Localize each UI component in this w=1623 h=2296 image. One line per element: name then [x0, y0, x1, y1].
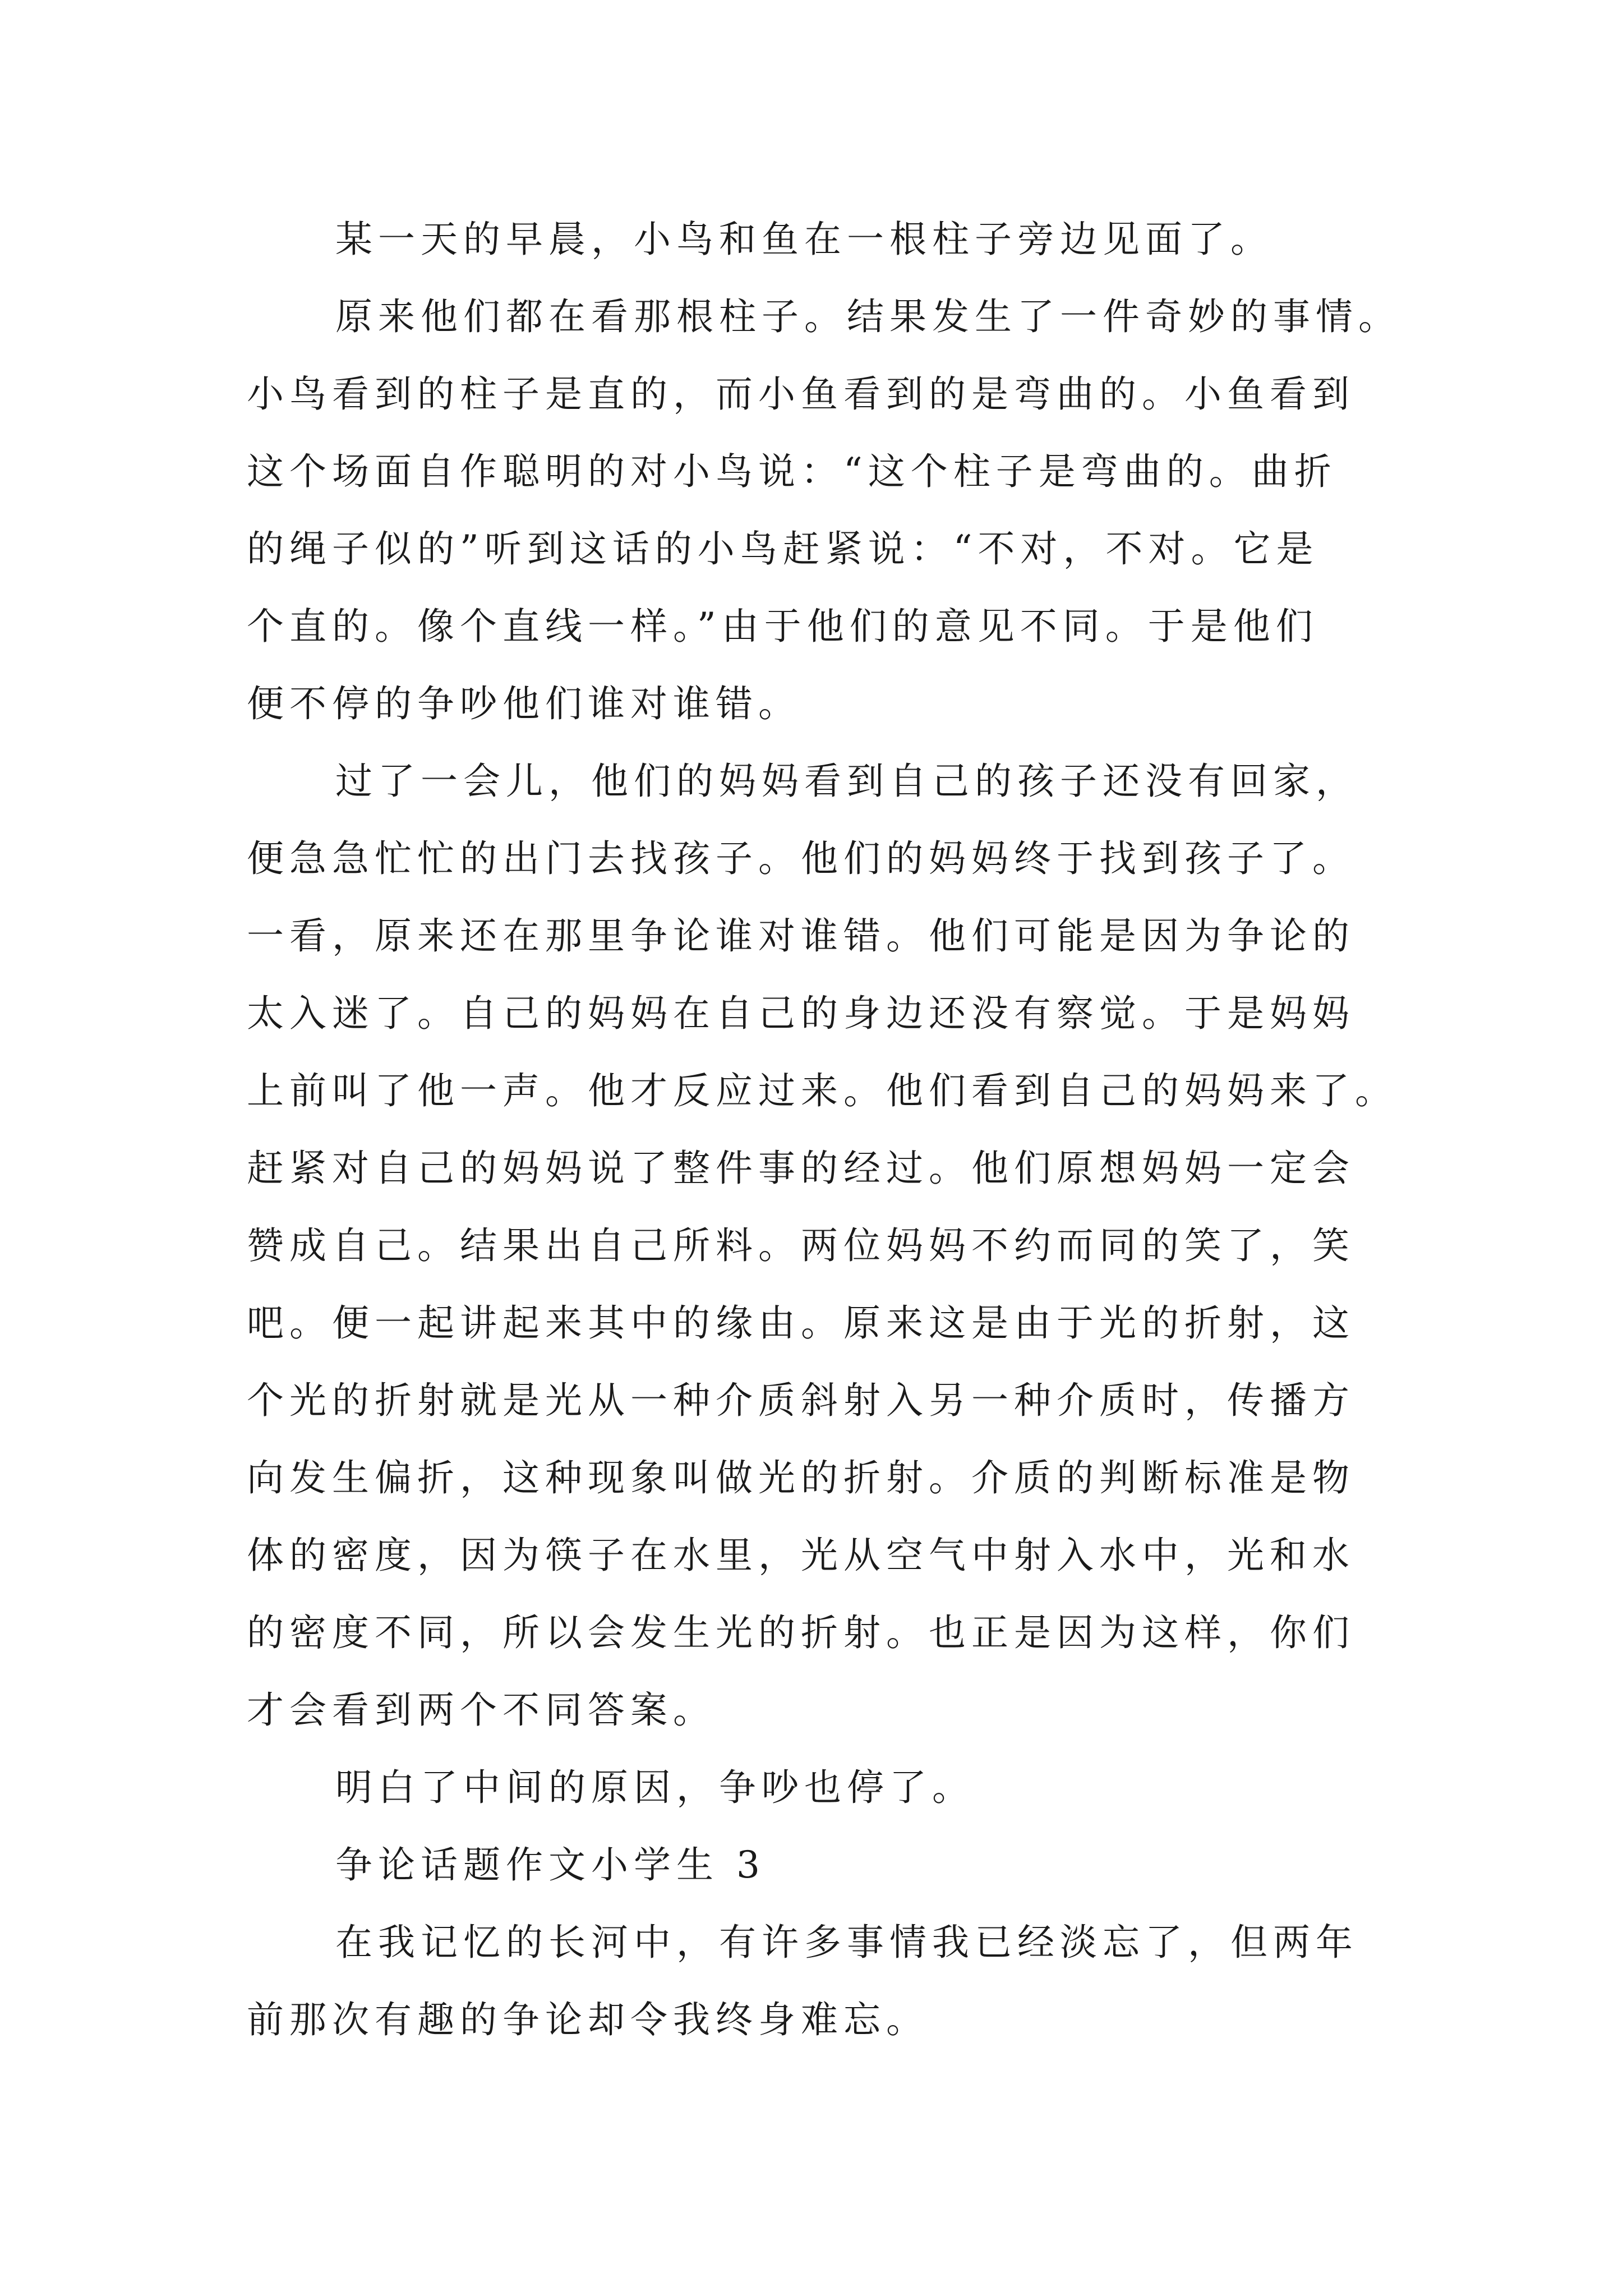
- paragraph-3-line-9: 个光的折射就是光从一种介质斜射入另一种介质时，传播方: [247, 1379, 1355, 1422]
- paragraph-3-line-10: 向发生偏折，这种现象叫做光的折射。介质的判断标准是物: [247, 1456, 1355, 1499]
- paragraph-3-line-7: 赞成自己。结果出自己所料。两位妈妈不约而同的笑了，笑: [247, 1224, 1355, 1267]
- paragraph-2-line-3: 这个场面自作聪明的对小鸟说：“这个柱子是弯曲的。曲折: [247, 450, 1337, 493]
- paragraph-2-line-4: 的绳子似的”听到这话的小鸟赶紧说：“不对，不对。它是: [247, 527, 1319, 570]
- paragraph-4-line-1: 明白了中间的原因，争吵也停了。: [335, 1766, 975, 1809]
- paragraph-3-line-2: 便急急忙忙的出门去找孩子。他们的妈妈终于找到孩子了。: [247, 837, 1355, 880]
- paragraph-5-line-1: 在我记忆的长河中，有许多事情我已经淡忘了，但两年: [335, 1921, 1358, 1964]
- paragraph-1-line-1: 某一天的早晨，小鸟和鱼在一根柱子旁边见面了。: [335, 218, 1273, 261]
- paragraph-2-line-6: 便不停的争吵他们谁对谁错。: [247, 682, 801, 725]
- paragraph-3-line-4: 太入迷了。自己的妈妈在自己的身边还没有察觉。于是妈妈: [247, 992, 1355, 1035]
- paragraph-2-line-2: 小鸟看到的柱子是直的，而小鱼看到的是弯曲的。小鱼看到: [247, 372, 1355, 416]
- paragraph-3-line-12: 的密度不同，所以会发生光的折射。也正是因为这样，你们: [247, 1611, 1355, 1654]
- paragraph-3-line-3: 一看，原来还在那里争论谁对谁错。他们可能是因为争论的: [247, 914, 1355, 958]
- paragraph-3-line-5: 上前叫了他一声。他才反应过来。他们看到自己的妈妈来了。: [247, 1069, 1398, 1112]
- paragraph-5-line-2: 前那次有趣的争论却令我终身难忘。: [247, 1998, 929, 2041]
- paragraph-2-line-5: 个直的。像个直线一样。”由于他们的意见不同。于是他们: [247, 605, 1318, 648]
- paragraph-3-line-8: 吧。便一起讲起来其中的缘由。原来这是由于光的折射，这: [247, 1301, 1355, 1345]
- paragraph-3-line-6: 赶紧对自己的妈妈说了整件事的经过。他们原想妈妈一定会: [247, 1147, 1355, 1190]
- paragraph-3-line-1: 过了一会儿，他们的妈妈看到自己的孩子还没有回家，: [335, 760, 1358, 803]
- paragraph-3-line-11: 体的密度，因为筷子在水里，光从空气中射入水中，光和水: [247, 1534, 1355, 1577]
- paragraph-3-line-13: 才会看到两个不同答案。: [247, 1688, 716, 1732]
- section-heading: 争论话题作文小学生 3: [335, 1843, 766, 1887]
- paragraph-2-line-1: 原来他们都在看那根柱子。结果发生了一件奇妙的事情。: [335, 295, 1401, 338]
